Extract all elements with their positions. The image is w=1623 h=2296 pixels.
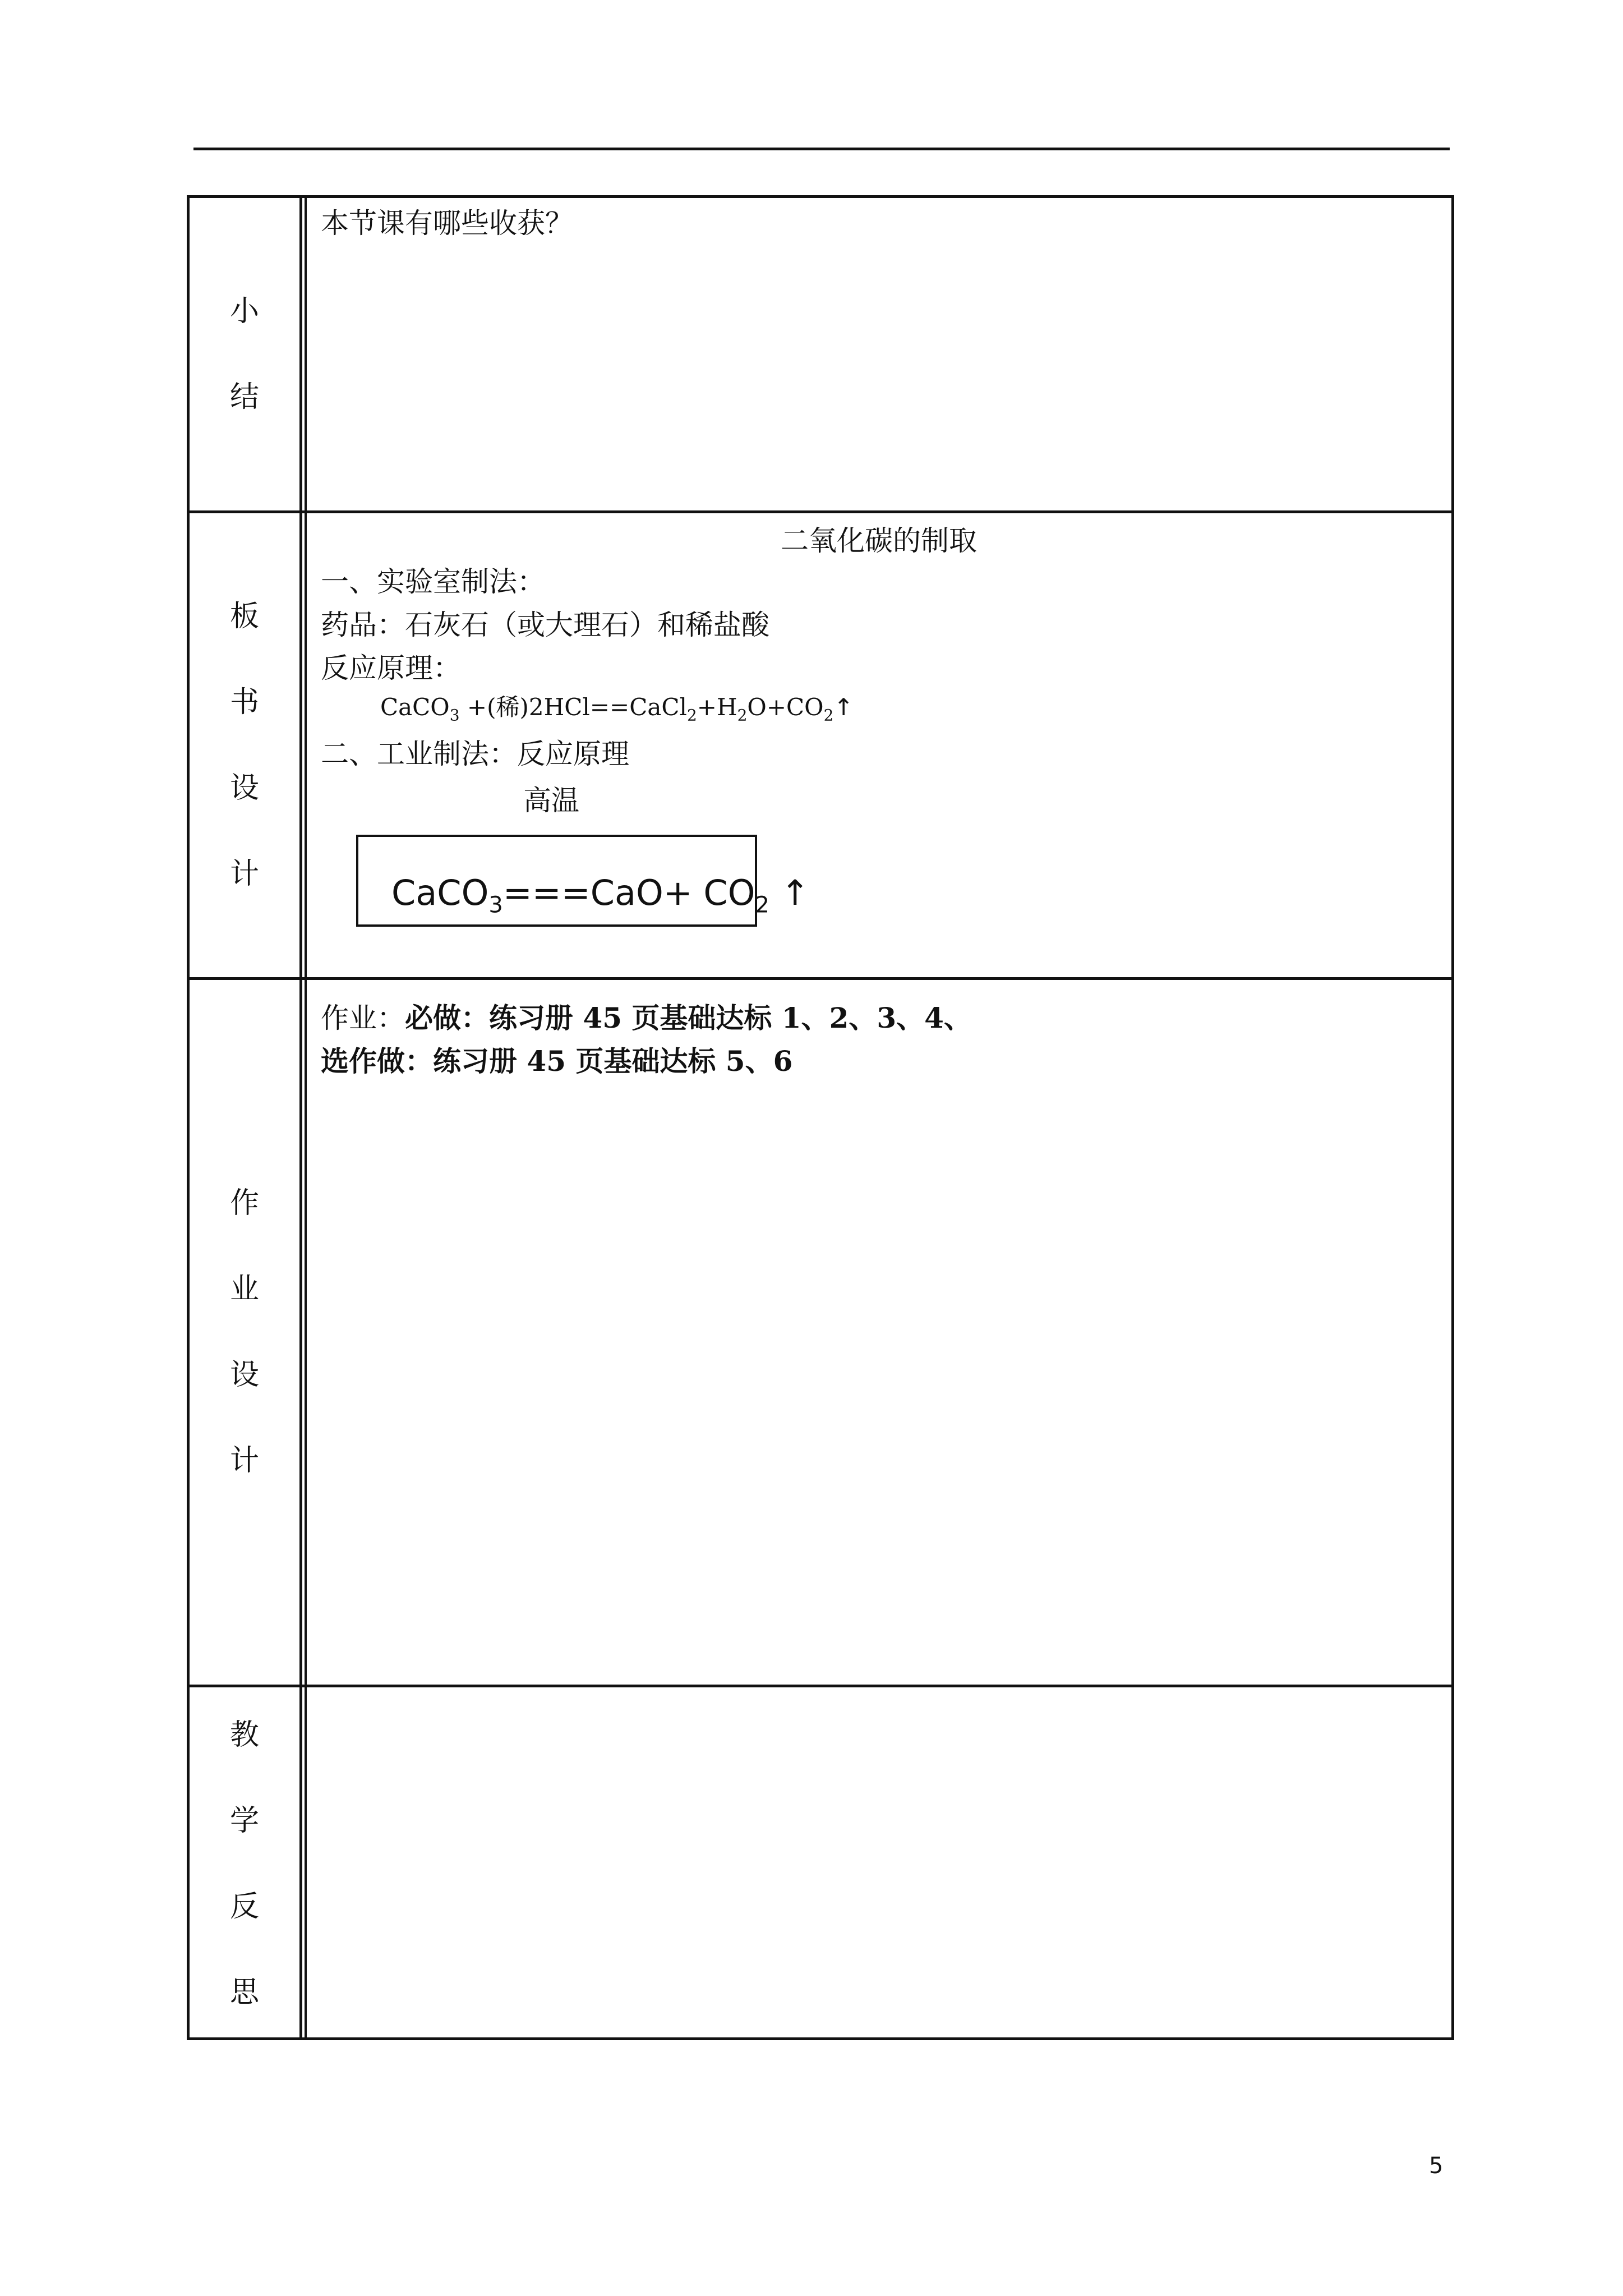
formula-subscript: 2 bbox=[755, 892, 769, 918]
homework-line-required bbox=[321, 996, 972, 1039]
column-divider-inner bbox=[305, 195, 307, 2040]
principle-line: 反应原理： bbox=[321, 652, 461, 684]
label-char: 设 bbox=[229, 771, 259, 805]
formula-part: +H bbox=[697, 693, 737, 721]
row-divider bbox=[187, 977, 1454, 980]
homework-required: 必做：练习册 45 页基础达标 1、2、3、4、 bbox=[405, 1001, 972, 1034]
label-char: 思 bbox=[229, 1975, 259, 2009]
formula-subscript: 3 bbox=[488, 892, 503, 918]
section-label-reflection bbox=[190, 1687, 299, 2040]
formula-part: ===CaO+ CO bbox=[502, 872, 755, 913]
section-label-board bbox=[190, 513, 299, 977]
formula-subscript: 3 bbox=[449, 706, 460, 725]
lesson-table bbox=[187, 195, 1454, 2040]
lab-method-heading: 一、实验室制法： bbox=[321, 565, 545, 598]
section-label-summary bbox=[190, 198, 299, 510]
page-number: 5 bbox=[1429, 2153, 1444, 2179]
row-divider bbox=[187, 1685, 1454, 1687]
gas-arrow-icon: ↑ bbox=[780, 872, 810, 913]
lab-formula bbox=[380, 689, 854, 724]
label-char: 结 bbox=[229, 380, 259, 414]
label-char: 小 bbox=[229, 294, 259, 328]
formula-part: CaCO bbox=[380, 693, 450, 721]
industrial-heading: 二、工业制法：反应原理 bbox=[321, 738, 629, 770]
summary-content bbox=[321, 202, 573, 245]
header-rule bbox=[193, 148, 1450, 150]
label-char: 作 bbox=[229, 1186, 259, 1220]
homework-content bbox=[321, 996, 972, 1083]
homework-optional: 选作做：练习册 45 页基础达标 5、6 bbox=[321, 1045, 793, 1078]
label-char: 计 bbox=[229, 1444, 259, 1478]
row-divider bbox=[187, 510, 1454, 513]
reaction-condition: 高温 bbox=[523, 784, 579, 817]
summary-question: 本节课有哪些收获？ bbox=[321, 207, 573, 240]
column-divider bbox=[299, 195, 302, 2040]
homework-prefix: 作业： bbox=[321, 1002, 405, 1034]
formula-part: CaCO bbox=[391, 872, 489, 913]
label-char: 业 bbox=[229, 1272, 259, 1306]
label-char: 教 bbox=[229, 1718, 259, 1752]
label-char: 学 bbox=[229, 1803, 259, 1838]
formula-subscript: 2 bbox=[686, 706, 697, 725]
reagents-line: 药品：石灰石（或大理石）和稀盐酸 bbox=[321, 609, 769, 641]
label-char: 设 bbox=[229, 1358, 259, 1392]
gas-arrow-icon: ↑ bbox=[833, 693, 854, 721]
industrial-formula bbox=[391, 872, 810, 918]
section-label-homework bbox=[190, 980, 299, 1685]
industrial-line-wrap bbox=[321, 733, 629, 776]
label-char: 反 bbox=[229, 1889, 259, 1924]
label-char: 书 bbox=[229, 685, 259, 719]
label-char: 板 bbox=[229, 599, 259, 633]
formula-part: +(稀)2HCl==CaCl bbox=[459, 693, 687, 721]
board-content bbox=[321, 560, 769, 690]
formula-part: O+CO bbox=[747, 693, 824, 721]
board-title: 二氧化碳的制取 bbox=[781, 524, 977, 557]
formula-subscript: 2 bbox=[737, 706, 748, 725]
formula-subscript: 2 bbox=[823, 706, 834, 725]
label-char: 计 bbox=[229, 857, 259, 891]
